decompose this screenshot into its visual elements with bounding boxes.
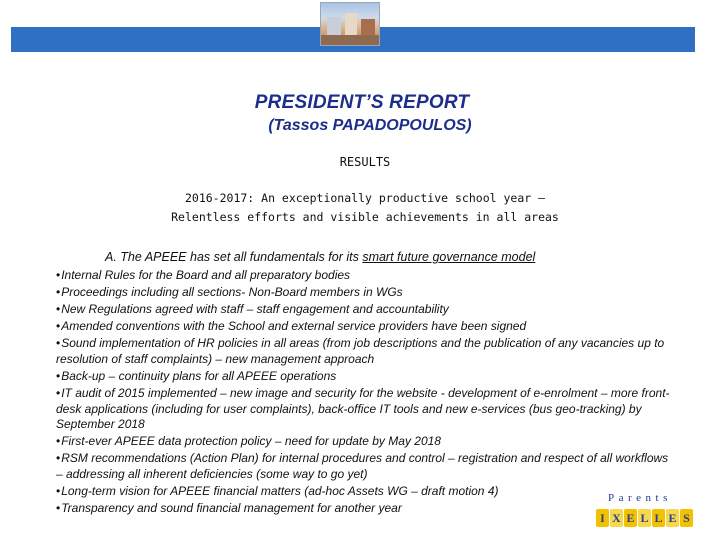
logo-letter: L [638,509,651,527]
logo-letter: S [680,509,693,527]
headline [0,189,720,227]
section-a-heading [105,250,535,264]
list-item: • Sound implementation of HR policies in all areas (from job descriptions and the publication of any vacancies up to resolution of staff complaints) – new management approach [56,336,678,367]
page-title: PRESIDENT’S REPORT [254,92,470,113]
list-item: • First-ever APEEE data protection policy – need for update by May 2018 [56,434,678,450]
headline-line-2: Relentless efforts and visible achievements in all areas [171,210,559,224]
list-item: • Amended conventions with the School and external service providers have been signed [56,319,678,335]
headline-line-1: 2016-2017: An exceptionally productive school year – [184,191,546,205]
logo-letter: L [652,509,665,527]
section-a-underlined: smart future governance model [362,250,536,264]
page-subtitle: (Tassos PAPADOPOULOS) [268,117,472,134]
logo-ixelles-letters [596,509,693,527]
list-item: • Transparency and sound financial management for another year [56,501,678,517]
list-item: • RSM recommendations (Action Plan) for internal procedures and control – registration and respect of all workflows – addressing all inherent deficiencies (some way to go yet) [56,451,678,482]
results-label: RESULTS [339,155,391,169]
logo-letter: I [596,509,609,527]
list-item: • Proceedings including all sections- Non-Board members in WGs [56,285,678,301]
logo-parents-text: Parents [608,492,672,504]
school-photo-icon [320,2,380,46]
logo-letter: E [624,509,637,527]
logo-letter: E [666,509,679,527]
list-item: • Internal Rules for the Board and all preparatory bodies [56,268,678,284]
parents-ixelles-logo [596,492,708,532]
list-item: • New Regulations agreed with staff – staff engagement and accountability [56,302,678,318]
list-item: • Back-up – continuity plans for all APEEE operations [56,369,678,385]
list-item: • IT audit of 2015 implemented – new image and security for the website - development of e-enrolment – more front-desk applications (including for user complaints), back-office IT tools and new e-services (bus geo-tracking) by September 2018 [56,386,678,433]
section-a-prefix: A. The APEEE has set all fundamentals for its [105,250,363,264]
list-item: • Long-term vision for APEEE financial matters (ad-hoc Assets WG – draft motion 4) [56,484,678,500]
logo-letter: X [610,509,623,527]
achievements-list [56,268,678,518]
